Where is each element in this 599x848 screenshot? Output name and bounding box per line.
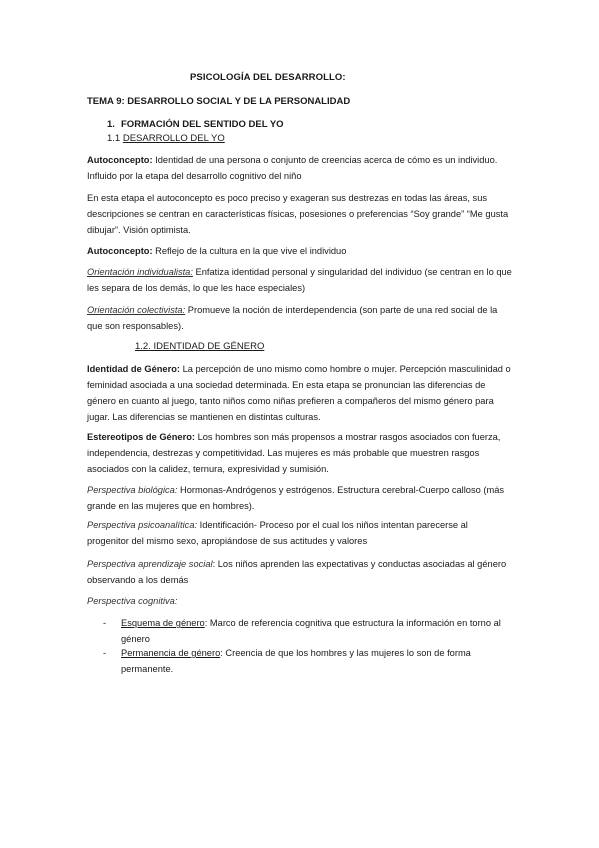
section-heading [107, 119, 284, 130]
term-label: Perspectiva biológica: [87, 485, 178, 495]
term-label: Autoconcepto: [87, 246, 153, 256]
paragraph-estereotipos [87, 429, 512, 477]
list-bullet: - [103, 648, 107, 658]
paragraph-text: La percepción de uno mismo como hombre o mujer. Percepción masculinidad o feminidad asociada a una sociedad determinada. En esta etapa se pronuncian las diferencias de género en cuanto al juego, tanto niños como niñas prefieren a compañeros del mismo género para jugar. Las diferencias se mantienen en distintas culturas. [87, 364, 511, 422]
term-label: Orientación colectivista: [87, 305, 186, 315]
subsection-heading [107, 133, 225, 144]
paragraph-text: Identidad de una persona o conjunto de creencias acerca de cómo es un individuo. Influido por la etapa del desarrollo cognitivo del niño [87, 155, 498, 181]
paragraph-autoconcepto [87, 152, 512, 184]
subsection-heading-genero: 1.2. IDENTIDAD DE GÉNERO [135, 341, 265, 352]
term-label: Perspectiva aprendizaje social [87, 559, 213, 569]
paragraph-text: : Los niños aprenden las expectativas y conductas asociadas al género observando a los demás [87, 559, 507, 585]
list-item-body [121, 615, 513, 647]
list-item-body [121, 645, 513, 677]
topic-heading: TEMA 9: DESARROLLO SOCIAL Y DE LA PERSONALIDAD [87, 96, 351, 107]
paragraph-text: Promueve la noción de interdependencia (son parte de una red social de la que son responsables). [87, 305, 498, 331]
document-title: PSICOLOGÍA DEL DESARROLLO: [190, 72, 346, 83]
term-label: Esquema de género [121, 618, 205, 628]
term-label: Estereotipos de Género: [87, 432, 195, 442]
term-label: Perspectiva cognitiva: [87, 596, 178, 606]
term-label: Orientación individualista: [87, 267, 193, 277]
list-item [103, 615, 513, 649]
paragraph-aprendizaje-social [87, 556, 512, 588]
paragraph-cognitiva [87, 593, 512, 609]
section-number: 1. [107, 119, 115, 130]
paragraph-text: Identificación- Proceso por el cual los niños intentan parecerse al progenitor del mismo sexo, apropiándose de sus actitudes y valores [87, 520, 468, 546]
list-item-text: : Creencia de que los hombres y las mujeres lo son de forma permanente. [121, 648, 471, 674]
paragraph-text: Los hombres son más propensos a mostrar rasgos asociados con fuerza, independencia, destrezas y competitividad. Las mujeres es más probable que muestren rasgos asociados con la calidez, ternura, expresividad y sumisión. [87, 432, 501, 474]
section-title: FORMACIÓN DEL SENTIDO DEL YO [121, 119, 284, 130]
paragraph-individualista [87, 264, 512, 296]
list-item [103, 645, 513, 679]
paragraph-text: Hormonas-Andrógenos y estrógenos. Estructura cerebral-Cuerpo calloso (más grande en las mujeres que en hombres). [87, 485, 505, 511]
term-label: Identidad de Género: [87, 364, 180, 374]
subsection-title: DESARROLLO DEL YO [122, 133, 225, 144]
paragraph-autoconcepto-cultura [87, 243, 512, 259]
paragraph-text: Enfatiza identidad personal y singularidad del individuo (se centran en lo que les separa de los demás, lo que les hace especiales) [87, 267, 512, 293]
paragraph-text: Reflejo de la cultura en la que vive el individuo [152, 246, 347, 256]
paragraph-identidad-genero [87, 361, 512, 425]
paragraph-biologica [87, 482, 512, 514]
term-label: Permanencia de género [121, 648, 221, 658]
term-label: Perspectiva psicoanalítica: [87, 520, 198, 530]
list-bullet: - [103, 618, 107, 628]
term-label: Autoconcepto: [87, 155, 153, 165]
subsection-number: 1.1 [107, 133, 123, 144]
paragraph-text: En esta etapa el autoconcepto es poco preciso y exageran sus destrezas en todas las áreas, sus descripciones se centran en características físicas, posesiones o preferencias “Soy grande” “Me gusta dibujar”. Visión optimista. [87, 193, 509, 235]
paragraph-etapa [87, 190, 512, 238]
paragraph-psicoanalitica [87, 517, 512, 549]
paragraph-colectivista [87, 302, 512, 334]
list-item-text: : Marco de referencia cognitiva que estructura la información en torno al género [121, 618, 501, 644]
